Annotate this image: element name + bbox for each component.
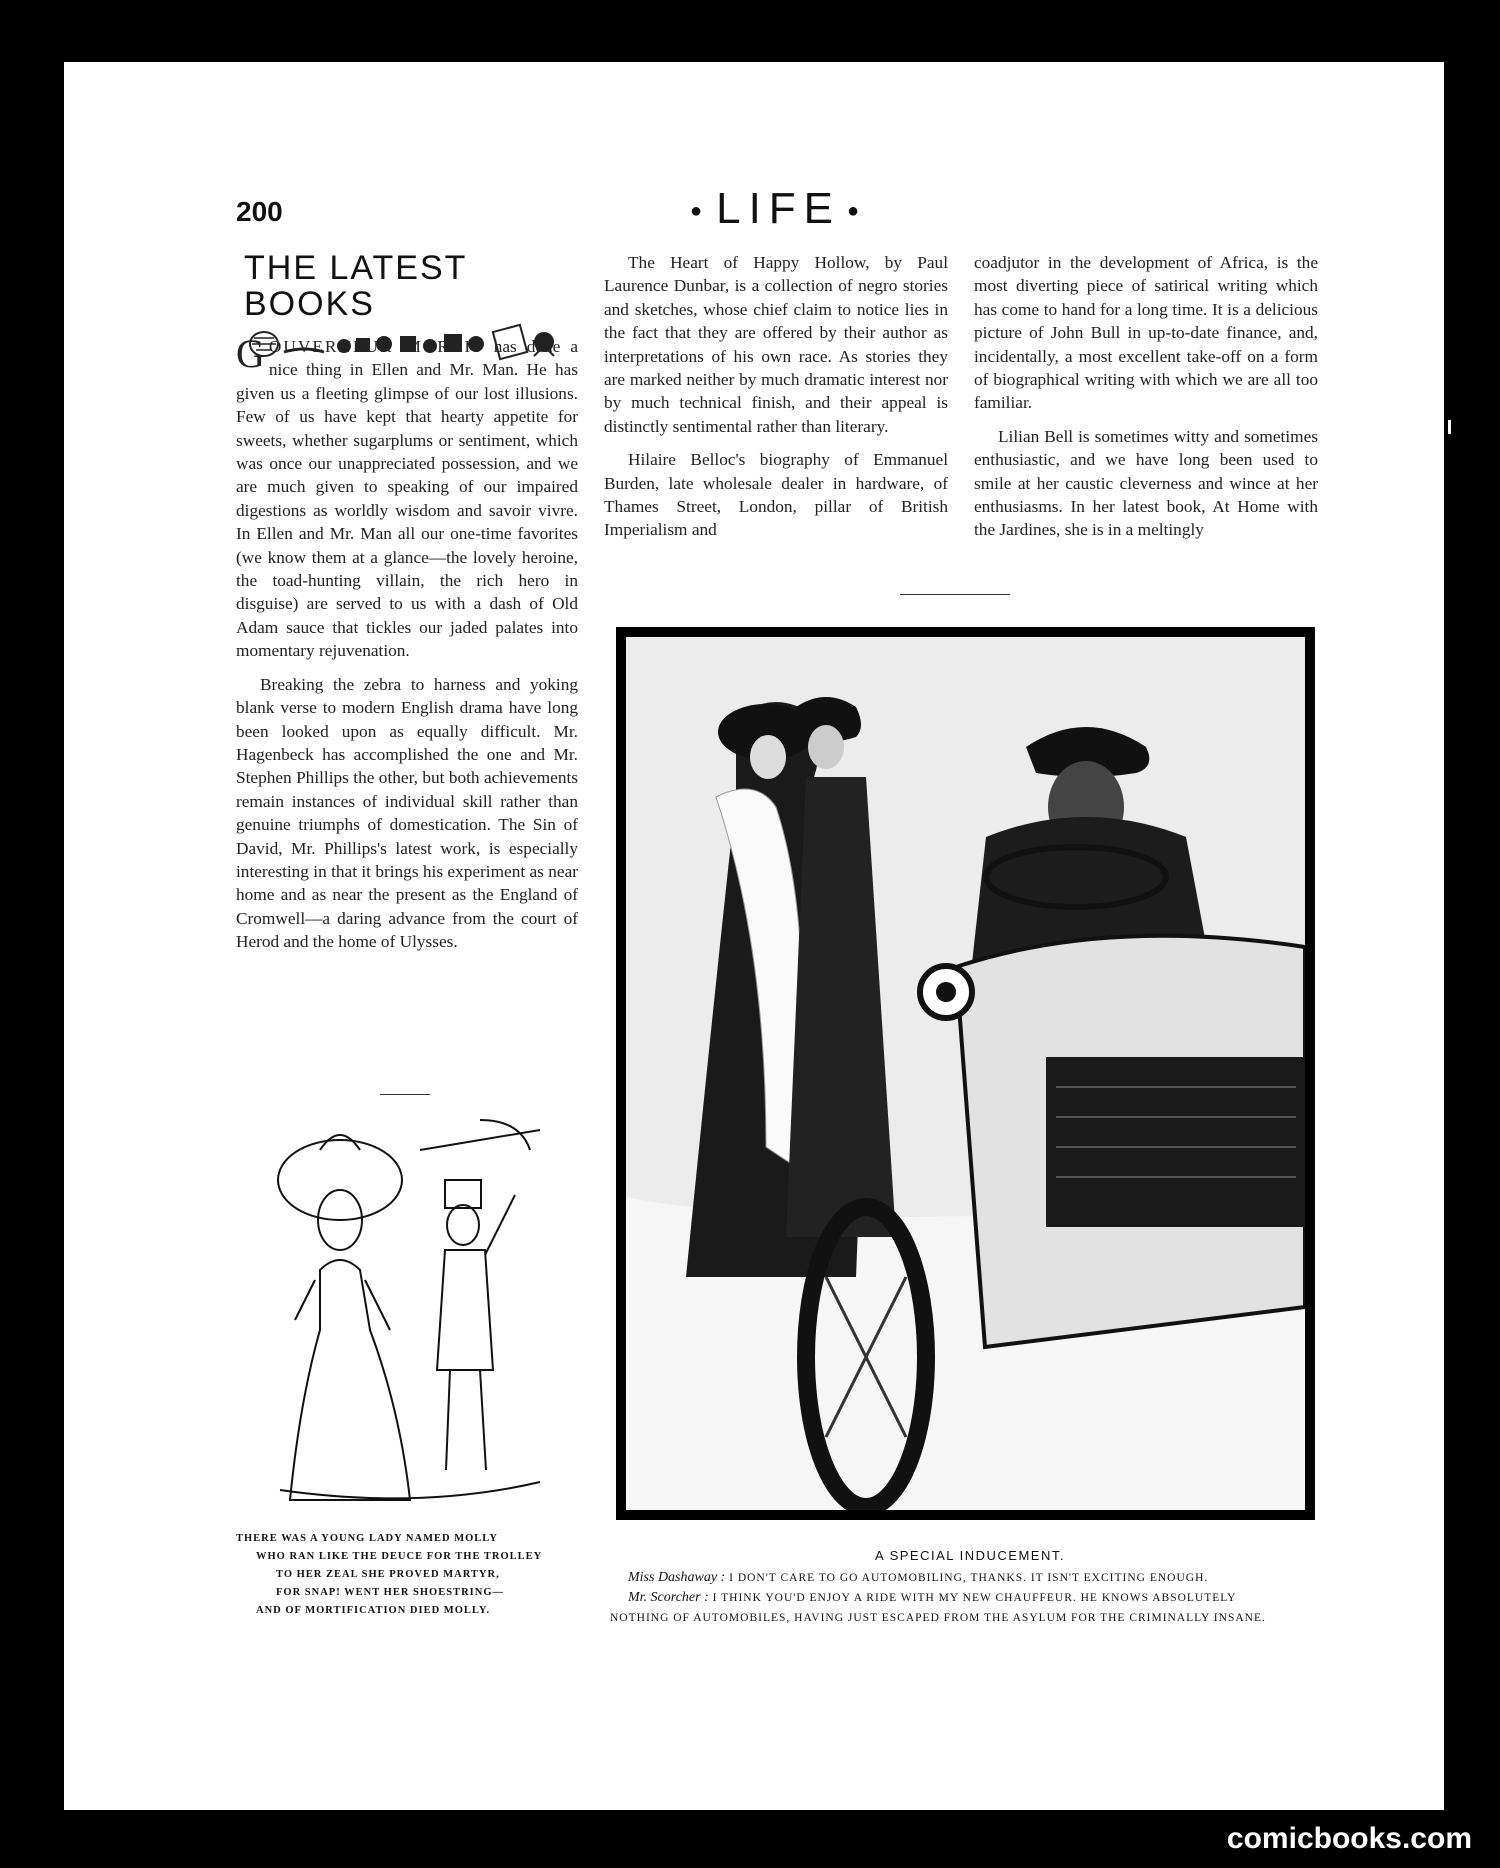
page-number: 200 bbox=[236, 196, 283, 227]
limerick-line: FOR SNAP! WENT HER SHOESTRING— bbox=[276, 1587, 504, 1598]
section-title: THE LATEST BOOKS bbox=[244, 249, 467, 323]
illustration-caption: A SPECIAL INDUCEMENT. bbox=[875, 1548, 1065, 1563]
divider bbox=[380, 1094, 430, 1095]
limerick-line: AND OF MORTIFICATION DIED MOLLY. bbox=[256, 1605, 491, 1616]
illustration bbox=[626, 637, 1305, 1510]
column-2 bbox=[604, 251, 948, 552]
automobile-illustration bbox=[626, 637, 1305, 1510]
section-heading bbox=[244, 250, 580, 330]
lead-in: OUVERNEUR MORRIS bbox=[268, 337, 484, 356]
divider bbox=[900, 594, 1010, 595]
paragraph: Hilaire Belloc's biography of Emmanuel Burden, late wholesale dealer in hardware, of Thames Street, London, pillar of British Imperialism and bbox=[604, 450, 948, 540]
molly-sketch bbox=[260, 1110, 560, 1520]
illustration-frame bbox=[616, 627, 1315, 1520]
masthead-title: LIFE bbox=[716, 184, 842, 233]
limerick bbox=[236, 1530, 576, 1620]
cartoon-sketch bbox=[260, 1110, 560, 1520]
speaker-name: Miss Dashaway : bbox=[628, 1570, 726, 1585]
gutter-tick bbox=[1448, 420, 1451, 434]
column-3 bbox=[974, 251, 1318, 552]
paragraph: coadjutor in the development of Africa, is the most diverting piece of satirical writing which has come to hand for a long time. It is a delicious picture of John Bull in up-to-date finance, and, incidentally, a most excellent take-off on a form of biographical writing with which we are all too familiar. bbox=[974, 253, 1318, 413]
drop-cap: G bbox=[236, 331, 265, 376]
paragraph: The Heart of Happy Hollow, by Paul Laurence Dunbar, is a collection of negro stories and sketches, whose chief claim to notice lies in the fact that they are offered by their author as interpretations of his own race. As stories they are marked neither by much dramatic interest nor by much technical finish, and their appeal is distinctly sentimental rather than literary. bbox=[604, 253, 948, 436]
paragraph: Lilian Bell is sometimes witty and sometimes enthusiastic, and we have long been used to smile at her caustic cleverness and wince at her enthusiasms. In her latest book, At Home with the Jardines, she is in a meltingly bbox=[974, 426, 1318, 540]
dialogue-line: I DON'T CARE TO GO AUTOMOBILING, THANKS. IT ISN'T EXCITING ENOUGH. bbox=[729, 1572, 1209, 1584]
masthead: ● LIFE ● bbox=[690, 184, 868, 233]
paragraph: Breaking the zebra to harness and yoking blank verse to modern English drama have long been looked upon as equally difficult. Mr. Hagenbeck has accomplished the one and Mr. Stephen Phillips the other, but both achievements remain instances of individual skill rather than genuine triumphs of domestication. The Sin of David, Mr. Phillips's latest work, is especially interesting in that it brings his experiment as near home and as near the present as the England of Cromwell—a daring advance from the court of Herod and the home of Ulysses. bbox=[236, 674, 578, 952]
limerick-line: THERE WAS A YOUNG LADY NAMED MOLLY bbox=[236, 1533, 498, 1544]
speaker-name: Mr. Scorcher : bbox=[628, 1590, 709, 1605]
dialogue-line: NOTHING OF AUTOMOBILES, HAVING JUST ESCAPED FROM THE ASYLUM FOR THE CRIMINALLY INSANE. bbox=[610, 1612, 1266, 1624]
paragraph-text: has done a nice thing in Ellen and Mr. Man. He has given us a fleeting glimpse of our lost illusions. Few of us have kept that hearty appetite for sweets, whether sugarplums or sentiment, which was once our unappreciated possession, and we are much given to speaking of our impaired digestions as worldly wisdom and savoir vivre. In Ellen and Mr. Man all our one-time favorites (we know them at a glance—the lovely heroine, the toad-hunting villain, the rich hero in disguise) are served to us with a dash of Old Adam sauce that tickles our jaded palates into momentary rejuvenation. bbox=[236, 337, 578, 661]
paragraph bbox=[236, 331, 578, 663]
gutter-edge bbox=[1444, 62, 1452, 1810]
watermark: comicbooks.com bbox=[1226, 1822, 1472, 1855]
caption-dialogue bbox=[610, 1568, 1330, 1628]
dialogue-line: I THINK YOU'D ENJOY A RIDE WITH MY NEW CHAUFFEUR. HE KNOWS ABSOLUTELY bbox=[712, 1592, 1237, 1604]
limerick-line: WHO RAN LIKE THE DEUCE FOR THE TROLLEY bbox=[256, 1551, 543, 1562]
column-1 bbox=[236, 331, 578, 964]
limerick-line: TO HER ZEAL SHE PROVED MARTYR, bbox=[276, 1569, 500, 1580]
